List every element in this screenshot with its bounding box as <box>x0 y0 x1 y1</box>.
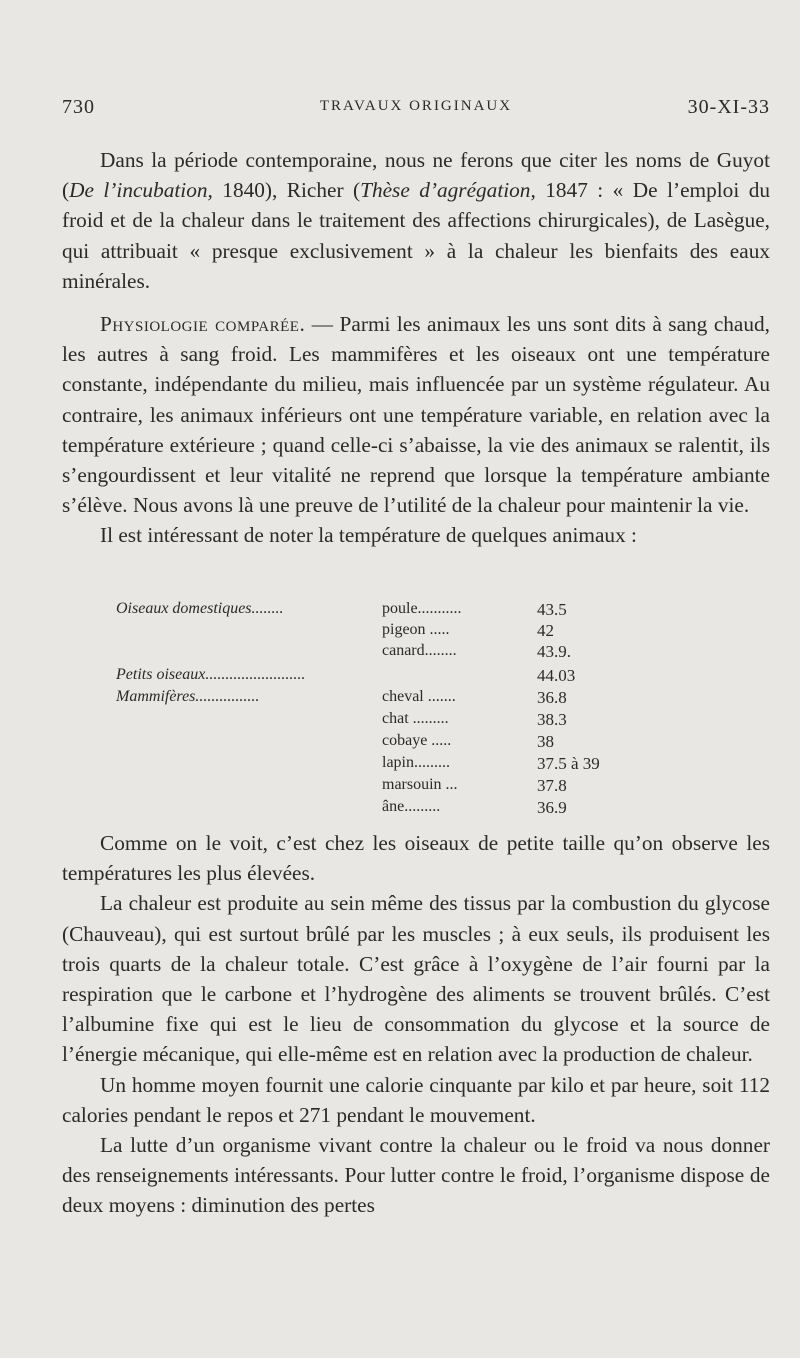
page-number: 730 <box>62 96 95 118</box>
paragraph-physiology <box>62 309 770 551</box>
temperature-table <box>62 600 770 830</box>
table-intro: Il est intéressant de noter la température de quelques animaux : <box>100 523 637 548</box>
page-header <box>62 96 770 126</box>
animal-label: cheval ....... <box>382 688 456 705</box>
paragraph-history <box>62 145 770 296</box>
animal-label: chat ......... <box>382 710 449 727</box>
temperature-value: 38 <box>537 732 554 751</box>
table-row <box>62 732 770 754</box>
table-row <box>62 710 770 732</box>
table-row <box>62 776 770 798</box>
animal-label: lapin......... <box>382 754 450 771</box>
temperature-value: 36.9 <box>537 798 567 817</box>
animal-label: poule........... <box>382 600 462 617</box>
table-row <box>62 688 770 710</box>
animal-label: marsouin ... <box>382 776 458 793</box>
table-row <box>62 666 770 688</box>
animal-label: canard........ <box>382 642 457 659</box>
paragraph-heat-production: La chaleur est produite au sein même des tissus par la combustion du glycose (Chauveau), qui est surtout brûlé par les muscles ; à eux seuls, ils produisent les trois quarts de la chaleur totale. C’est grâce à l’oxygène de l’air fourni par la respiration que le carbone et l’hydrogène des aliments se trouvent brûlés. C’est l’albumine fixe qui est le lieu de consommation du glycose et la source de l’énergie mécanique, qui elle-même est en relation avec la production de chaleur. <box>62 891 770 1067</box>
paragraph-conclusions <box>62 828 770 1221</box>
temperature-value: 44.03 <box>537 666 576 685</box>
section-heading: Physiologie comparée. <box>100 312 306 336</box>
running-title: TRAVAUX ORIGINAUX <box>319 98 513 114</box>
paragraph-observation: Comme on le voit, c’est chez les oiseaux de petite taille qu’on observe les températures les plus élevées. <box>62 831 770 886</box>
category-label: Oiseaux domestiques........ <box>116 600 284 617</box>
table-row <box>62 642 770 664</box>
text-run: Dans la période contemporaine, nous ne ferons que citer les noms de Guyot ( <box>62 148 770 203</box>
animal-label: pigeon ..... <box>382 621 450 638</box>
temperature-value: 38.3 <box>537 710 567 729</box>
table-row <box>62 798 770 820</box>
temperature-value: 42 <box>537 621 554 640</box>
category-label: Petits oiseaux......................... <box>116 666 306 683</box>
temperature-value: 37.5 à 39 <box>537 754 600 773</box>
table-row <box>62 754 770 776</box>
italic-title: Thèse d’agrégation, <box>360 178 536 203</box>
header-date: 30-XI-33 <box>687 96 770 118</box>
table-row <box>62 621 770 643</box>
temperature-value: 43.5 <box>537 600 567 619</box>
text-run: 1847 : « De l’emploi du froid et de la chaleur dans le traitement des affections chirurgicales), de Lasègue, qui attribuait « presque exclusivement » à la chaleur les bienfaits des eaux minérales. <box>62 178 770 293</box>
paragraph-struggle: La lutte d’un organisme vivant contre la chaleur ou le froid va nous donner des renseignements intéressants. Pour lutter contre le froid, l’organisme dispose de deux moyens : diminution des pertes <box>62 1133 770 1218</box>
temperature-value: 37.8 <box>537 776 567 795</box>
text-run: 1840), Richer ( <box>212 178 361 203</box>
table-row <box>62 600 770 622</box>
temperature-value: 36.8 <box>537 688 567 707</box>
italic-title: De l’incubation, <box>69 178 213 203</box>
animal-label: âne......... <box>382 798 441 815</box>
temperature-value: 43.9. <box>537 642 571 661</box>
paragraph-calories: Un homme moyen fournit une calorie cinquante par kilo et par heure, soit 112 calories pendant le repos et 271 pendant le mouvement. <box>62 1072 770 1127</box>
text-run: — Parmi les animaux les uns sont dits à sang chaud, les autres à sang froid. Les mammifères et les oiseaux ont une température constante, indépendante du milieu, mais influencée par un système régulateur. Au contraire, les animaux inférieurs ont une température variable, en relation avec la température extérieure ; quand celle-ci s’abaisse, la vie des animaux se ralentit, ils s’engourdissent et leur vitalité ne reprend que lorsque la température ambiante s’élève. Nous avons là une preuve de l’utilité de la chaleur pour maintenir la vie. <box>62 312 770 518</box>
category-label: Mammifères................ <box>116 688 260 705</box>
animal-label: cobaye ..... <box>382 732 452 749</box>
